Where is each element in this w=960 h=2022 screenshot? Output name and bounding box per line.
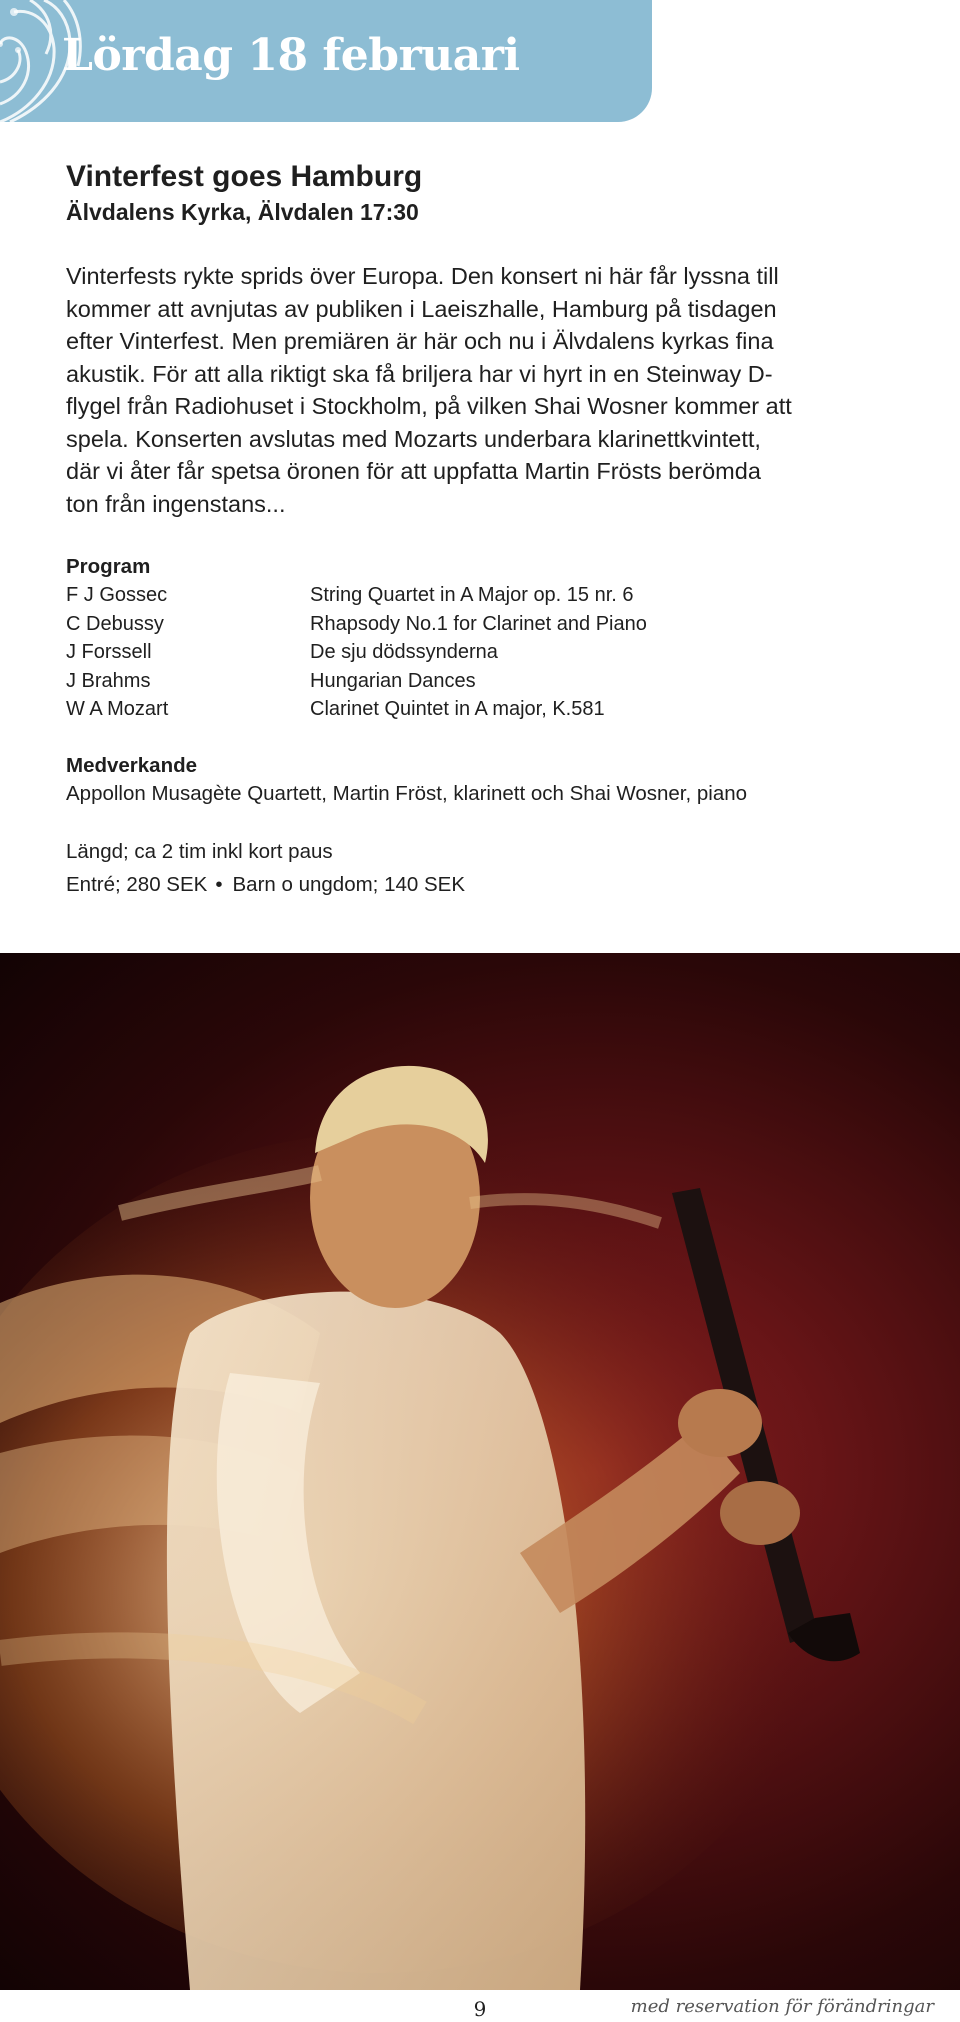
description-line: ton från ingenstans...	[66, 490, 286, 517]
description-line: efter Vinterfest. Men premiären är här och nu i Älvdalens kyrkas fina	[66, 328, 774, 354]
program-composer: C Debussy	[66, 612, 164, 635]
event-venue: Älvdalens Kyrka, Älvdalen 17:30	[66, 199, 419, 225]
entry-info	[66, 871, 465, 899]
performers-text: Appollon Musagète Quartett, Martin Fröst, klarinett och Shai Wosner, piano	[66, 782, 748, 805]
description-line: flygel från Radiohuset i Stockholm, på vilken Shai Wosner kommer att	[66, 393, 792, 419]
event-description	[66, 260, 906, 520]
youth-price: Barn o ungdom; 140 SEK	[232, 873, 465, 896]
length-info: Längd; ca 2 tim inkl kort paus	[66, 840, 333, 863]
performer-photo	[0, 953, 960, 1990]
program-item	[66, 695, 866, 724]
performers-heading: Medverkande	[66, 754, 198, 777]
program-composer: F J Gossec	[66, 584, 168, 606]
day-title: Lördag 18 februari	[62, 30, 520, 81]
page-number: 9	[473, 1997, 487, 2021]
program-work: Rhapsody No.1 for Clarinet and Piano	[310, 612, 647, 635]
program-heading: Program	[66, 555, 151, 578]
program-work: Hungarian Dances	[310, 669, 476, 692]
program-composer: J Brahms	[66, 669, 151, 692]
program-work: Clarinet Quintet in A major, K.581	[310, 698, 605, 720]
program-list	[66, 581, 866, 724]
event-title: Vinterfest goes Hamburg	[66, 160, 423, 193]
description-line: akustik. För att alla riktigt ska få briljera har vi hyrt in en Steinway D-	[66, 360, 773, 387]
program-item	[66, 638, 866, 667]
program-item	[66, 610, 866, 639]
program-work: String Quartet in A Major op. 15 nr. 6	[310, 584, 634, 606]
clarinetist-photo-illustration	[0, 953, 960, 1990]
header-band	[0, 0, 652, 122]
description-line: kommer att avnjutas av publiken i Laeiszhalle, Hamburg på tisdagen	[66, 295, 777, 322]
program-composer: J Forssell	[66, 641, 152, 663]
description-line: spela. Konserten avslutas med Mozarts underbara klarinettkvintett,	[66, 425, 761, 452]
description-line: Vinterfests rykte sprids över Europa. Den konsert ni här får lyssna till	[66, 263, 779, 289]
program-item	[66, 667, 866, 696]
entry-price: Entré; 280 SEK	[66, 873, 208, 896]
bullet-separator: •	[215, 873, 223, 896]
footer-note: med reservation för förändringar	[630, 1996, 934, 2017]
program-composer: W A Mozart	[66, 698, 169, 720]
program-work: De sju dödssynderna	[310, 641, 498, 663]
program-item	[66, 581, 866, 610]
description-line: där vi åter får spetsa öronen för att uppfatta Martin Frösts berömda	[66, 458, 761, 484]
